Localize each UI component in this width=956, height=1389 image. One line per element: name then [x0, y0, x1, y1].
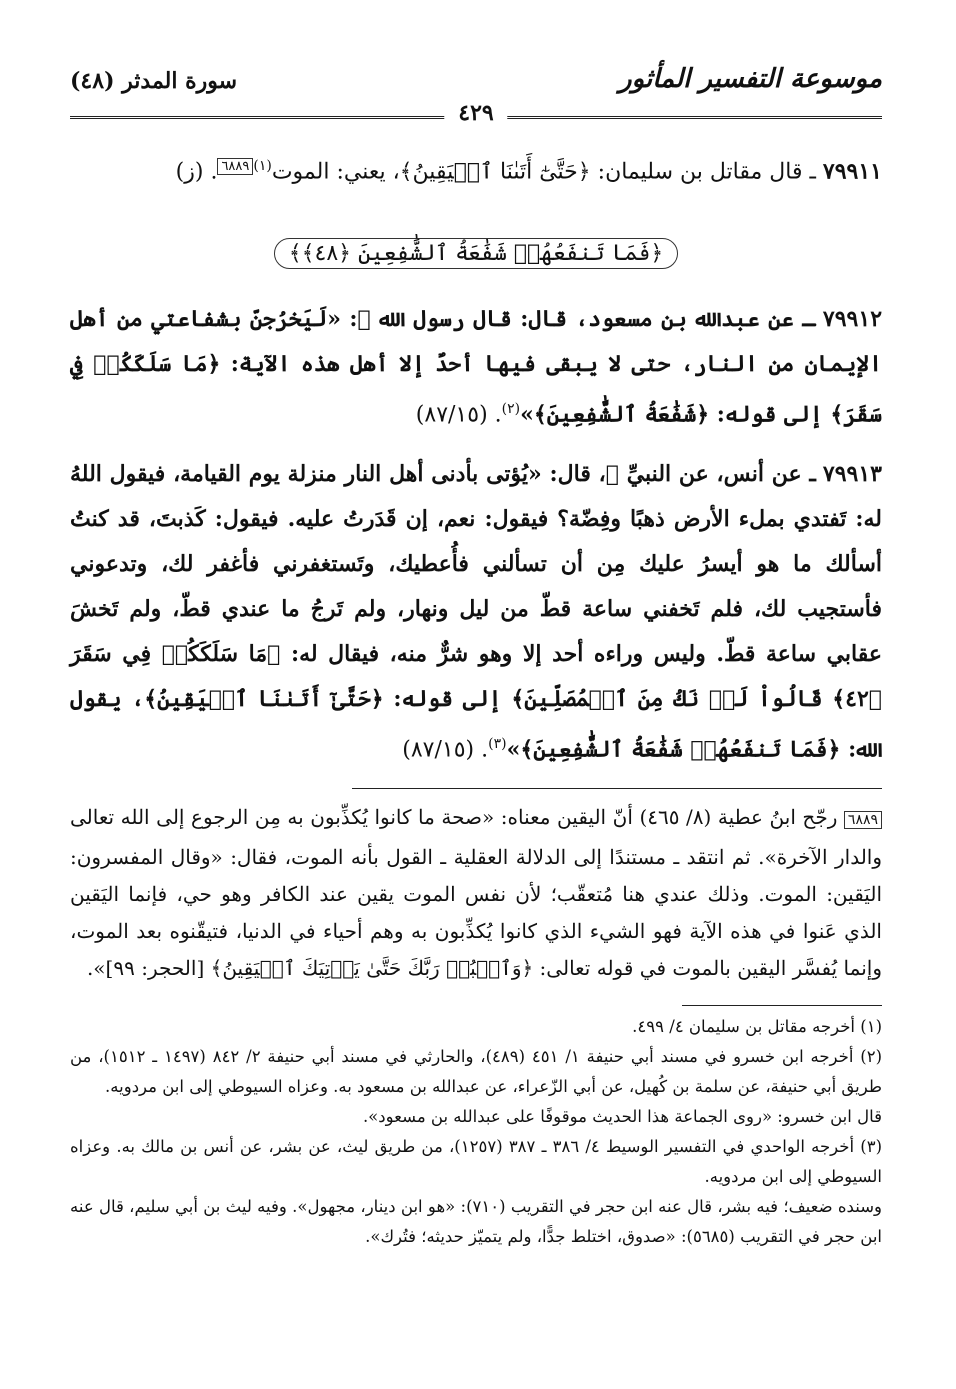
entry-79913	[70, 452, 882, 772]
surah-label: سورة المدثر (٤٨)	[70, 68, 238, 94]
entry-number: ٧٩٩١٢	[822, 306, 883, 333]
footnote-mark: (١)	[253, 158, 272, 174]
ayah-text: ﴿فَمَا تَنفَعُهُمۡ شَفَٰعَةُ ٱلشَّٰفِعِينَ ﴿٤٨﴾﴾	[274, 238, 679, 269]
page-header	[70, 60, 882, 126]
footnote-2-note: قال ابن خسرو: «روى الجماعة هذا الحديث موقوفًا على عبدالله بن مسعود».	[362, 1106, 882, 1126]
ayah-heading	[70, 238, 882, 269]
page	[70, 60, 882, 1252]
note-ref: ٦٨٨٩	[844, 811, 882, 829]
footnote-mark: (٢)	[501, 401, 521, 418]
footnote-mark: (٣)	[488, 735, 507, 752]
footnote-rule	[682, 1005, 882, 1006]
entry-text: ـ قال مقاتل بن سليمان: ﴿حَتَّىٰٓ أَتَىٰنَا ٱلۡيَقِينُ﴾، يعني: الموت	[271, 159, 816, 185]
entry-text: ـ عن عبدالله بن مسعود، قال: قال رسول الله ﷺ: «لَيَخرُجنّ بشفاعتي من أهل الإيمان من النار، حتى لا يبقى فيها أحدٌ إلا أهل هذه الآية: ﴿مَا سَلَكَكُمۡ فِي سَقَرَ﴾ إلى قوله: ﴿شَفَٰعَةُ ٱلشَّٰفِعِينَ﴾»	[70, 306, 882, 428]
book-title: موسوعة التفسير المأثور	[619, 64, 882, 94]
commentary	[70, 799, 882, 987]
entry-text: ـ عن أنس، عن النبيِّ ﷺ، قال: «يُؤتى بأدنى أهل النار منزلة يوم القيامة، فيقول اللهُ له: تَفتدي بملء الأرض ذهبًا وفِضّة؟ فيقول: نعم، إن قَدَرتُ عليه. فيقول: كَذبتَ، قد كنتُ أسألك ما هو أيسرُ عليك مِن أن تسألني فأُعطيك، وتَستغفرني فأغفر لك، وتدعوني فأستجيب لك، فلم تَخفني ساعة قطّ من ليل ونهار، ولم تَرجُ ما عندي قطّ، ولم تَخشَ عقابي ساعة قطّ. وليس وراءه أحد إلا وهو شرٌّ منه، فيقال له: ﴿مَا سَلَكَكُمۡ فِي سَقَرَ ﴿٤٢﴾ قَالُواْ لَمۡ نَكُ مِنَ ٱلۡمُصَلِّينَ﴾ إلى قوله: ﴿حَتَّىٰٓ أَتَىٰنَا ٱلۡيَقِينُ﴾، يقول الله: ﴿فَمَا تَنفَعُهُمۡ شَفَٰعَةُ ٱلشَّٰفِعِينَ﴾»	[70, 460, 882, 762]
entry-79911	[70, 144, 882, 194]
entry-tail: . (٨٧/١٥)	[402, 736, 489, 762]
footnote-1: (١) أخرجه مقاتل بن سليمان ٤/ ٤٩٩.	[632, 1016, 882, 1036]
entry-tail: . (٨٧/١٥)	[415, 402, 502, 428]
entry-79912	[70, 297, 882, 437]
commentary-text: رجّح ابنُ عطية (٨/ ٤٦٥) أنّ اليقين معناه: «صحة ما كانوا يُكذِّبون به مِن الرجوع إلى الله تعالى والدار الآخرة». ثم انتقد ـ مستندًا إلى الدلالة العقلية ـ القول بأنه الموت، فقال: «وقال المفسرون: اليَقين: الموت. وذلك عندي هنا مُتعقّب؛ لأن نفس الموت يقين عند الكافر وهو حي، فإنما اليَقين الذي عَنوا في هذه الآية فهو الشيء الذي كانوا يُكذِّبون به وهم أحياء في الدنيا، فتيقّنوه بعد الموت، وإنما يُفسَّر اليقين بالموت في قوله تعالى: ﴿وَٱعۡبُدۡ رَبَّكَ حَتَّىٰ يَأۡتِيَكَ ٱلۡيَقِينُ﴾ [الحجر: ٩٩]».	[70, 804, 882, 980]
footnote-3: (٣) أخرجه الواحدي في التفسير الوسيط ٤/ ٣٨٦ ـ ٣٨٧ (١٢٥٧)، من طريق ليث، عن بشر، عن أنس بن مالك به. وعزاه السيوطي إلى ابن مردويه.	[70, 1136, 882, 1186]
footnote-2: (٢) أخرجه ابن خسرو في مسند أبي حنيفة ١/ ٤٥١ (٤٨٩)، والحارثي في مسند أبي حنيفة ٢/ ٨٤٢ (١٤٩٧ ـ ١٥١٢)، من طريق أبي حنيفة، عن سلمة بن كُهيل، عن أبي الزّعراء، عن عبدالله بن مسعود به. وعزاه السيوطي إلى ابن مردويه.	[70, 1046, 883, 1096]
note-ref: ٦٨٨٩	[217, 158, 253, 175]
entry-number: ٧٩٩١٣	[822, 460, 882, 487]
footnote-3-note: وسنده ضعيف؛ فيه بشر، قال عنه ابن حجر في التقريب (٧١٠): «هو ابن دينار، مجهول». وفيه ليث بن أبي سليم، قال عنه ابن حجر في التقريب (٥٦٨٥): «صدوق، اختلط جدًّا، ولم يتميّز حديثه؛ فتُرك».	[70, 1196, 882, 1246]
entry-number: ٧٩٩١١	[822, 158, 882, 185]
entry-tail: . (ز)	[175, 159, 218, 185]
commentary-divider	[352, 788, 882, 789]
page-number: ٤٢٩	[444, 100, 507, 126]
